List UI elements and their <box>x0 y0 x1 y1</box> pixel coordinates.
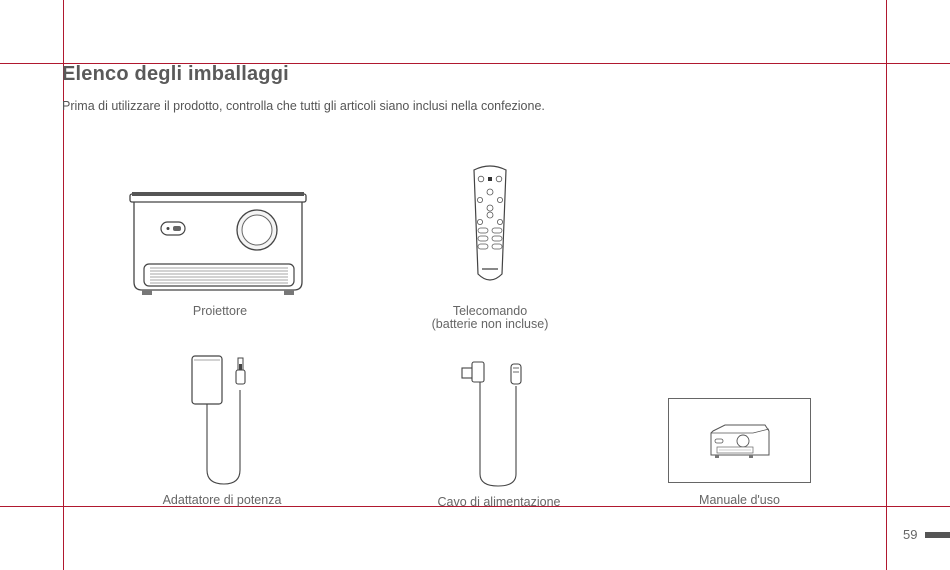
projector-icon <box>128 190 308 300</box>
manual-caption: Manuale d'uso <box>699 493 780 507</box>
user-manual-icon <box>707 421 773 463</box>
cable-caption: Cavo di alimentazione <box>437 495 561 509</box>
user-manual-box <box>668 398 811 483</box>
page-number: 59 <box>903 527 918 542</box>
page-title: Elenco degli imballaggi <box>62 63 289 85</box>
projector-caption: Proiettore <box>192 304 248 318</box>
power-adapter-icon <box>188 350 252 490</box>
remote-caption-line2: (batterie non incluse) <box>431 317 549 331</box>
intro-text: Prima di utilizzare il prodotto, controlla che tutti gli articoli siano inclusi nella confezione. <box>62 99 545 113</box>
guide-line-right <box>886 0 887 570</box>
page-number-bar <box>925 532 950 538</box>
adapter-caption: Adattatore di potenza <box>162 493 282 507</box>
remote-caption-line1: Telecomando <box>452 304 528 318</box>
remote-caption <box>410 305 570 331</box>
remote-control-icon <box>468 162 512 288</box>
power-cable-icon <box>458 356 528 492</box>
